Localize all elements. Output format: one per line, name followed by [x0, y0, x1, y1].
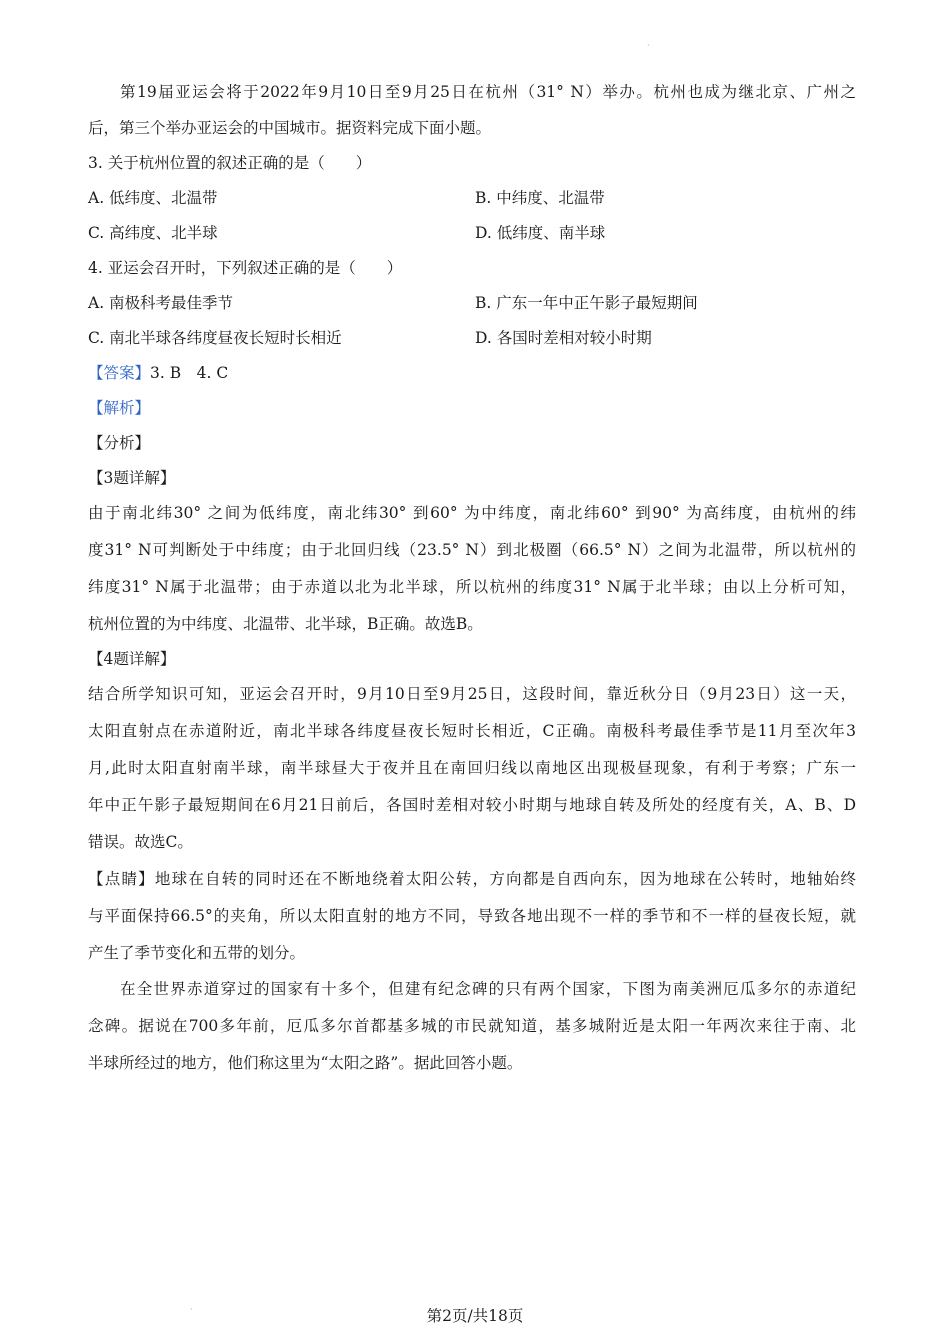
answer-label: 【答案】	[88, 364, 151, 382]
q3-option-c: C. 高纬度、北半球	[88, 224, 218, 242]
dianjing-line-1	[88, 869, 856, 889]
answer-line	[88, 363, 228, 383]
dianjing-text-1: 地球在自转的同时还在不断地绕着太阳公转，方向都是自西向东，因为地球在公转时，地轴始终	[154, 870, 856, 888]
page-number: 第2页/共18页	[426, 1307, 524, 1325]
fenxi-heading: 【分析】	[88, 434, 151, 452]
q3-stem: 3. 关于杭州位置的叙述正确的是（ ）	[88, 154, 372, 172]
q4-detail-line-1: 结合所学知识可知，亚运会召开时，9月10日至9月25日，这段时间，靠近秋分日（9月23日）这一天，	[88, 685, 856, 703]
intro1-line-2: 后，第三个举办亚运会的中国城市。据资料完成下面小题。	[88, 119, 492, 137]
q4-detail-line-2: 太阳直射点在赤道附近，南北半球各纬度昼夜长短时长相近，C正确。南极科考最佳季节是11月至次年3	[88, 722, 856, 740]
answer-text: 3. B 4. C	[150, 364, 229, 382]
q4-detail-line-4: 年中正午影子最短期间在6月21日前后，各国时差相对较小时期与地球自转及所处的经度有关，A、B、D	[88, 796, 856, 814]
q3-detail-line-3: 纬度31° N属于北温带；由于赤道以北为北半球，所以杭州的纬度31° N属于北半球；由以上分析可知，	[88, 578, 856, 596]
intro2-line-2: 念碑。据说在700多年前，厄瓜多尔首都基多城的市民就知道，基多城附近是太阳一年两次来往于南、北	[88, 1017, 856, 1035]
q4-option-b: B. 广东一年中正午影子最短期间	[475, 294, 698, 312]
q3-option-d: D. 低纬度、南半球	[475, 224, 606, 242]
q4-detail-line-5: 错误。故选C。	[88, 833, 193, 851]
q3-detail-line-4: 杭州位置的为中纬度、北温带、北半球，B正确。故选B。	[88, 615, 483, 633]
q3-detail-line-2: 度31° N可判断处于中纬度；由于北回归线（23.5° N）到北极圈（66.5° N）之间为北温带，所以杭州的	[88, 541, 856, 559]
dianjing-label: 【点睛】	[88, 870, 155, 888]
q4-option-a: A. 南极科考最佳季节	[88, 294, 234, 312]
scan-dot-footer: ·	[190, 1305, 193, 1314]
dianjing-line-3: 产生了季节变化和五带的划分。	[88, 944, 306, 962]
q4-option-d: D. 各国时差相对较小时期	[475, 329, 652, 347]
q4-option-c: C. 南北半球各纬度昼夜长短时长相近	[88, 329, 342, 347]
q3-detail-heading: 【3题详解】	[88, 469, 176, 487]
scan-dot: ·	[647, 41, 650, 50]
intro1-line-1: 第19届亚运会将于2022年9月10日至9月25日在杭州（31° N）举办。杭州也成为继北京、广州之	[120, 83, 856, 101]
q4-stem: 4. 亚运会召开时，下列叙述正确的是（ ）	[88, 259, 403, 277]
dianjing-line-2: 与平面保持66.5°的夹角，所以太阳直射的地方不同，导致各地出现不一样的季节和不一样的昼夜长短，就	[88, 907, 856, 925]
q3-option-b: B. 中纬度、北温带	[475, 189, 605, 207]
intro2-line-3: 半球所经过的地方，他们称这里为“太阳之路”。据此回答小题。	[88, 1054, 523, 1072]
q3-detail-line-1: 由于南北纬30° 之间为低纬度，南北纬30° 到60° 为中纬度，南北纬60° 到90° 为高纬度，由杭州的纬	[88, 504, 856, 522]
analysis-label: 【解析】	[88, 399, 151, 417]
intro2-line-1: 在全世界赤道穿过的国家有十多个，但建有纪念碑的只有两个国家，下图为南美洲厄瓜多尔的赤道纪	[120, 980, 856, 998]
q4-detail-heading: 【4题详解】	[88, 650, 176, 668]
q3-option-a: A. 低纬度、北温带	[88, 189, 218, 207]
q4-detail-line-3: 月,此时太阳直射南半球，南半球昼大于夜并且在南回归线以南地区出现极昼现象，有利于考察；广东一	[88, 759, 856, 777]
